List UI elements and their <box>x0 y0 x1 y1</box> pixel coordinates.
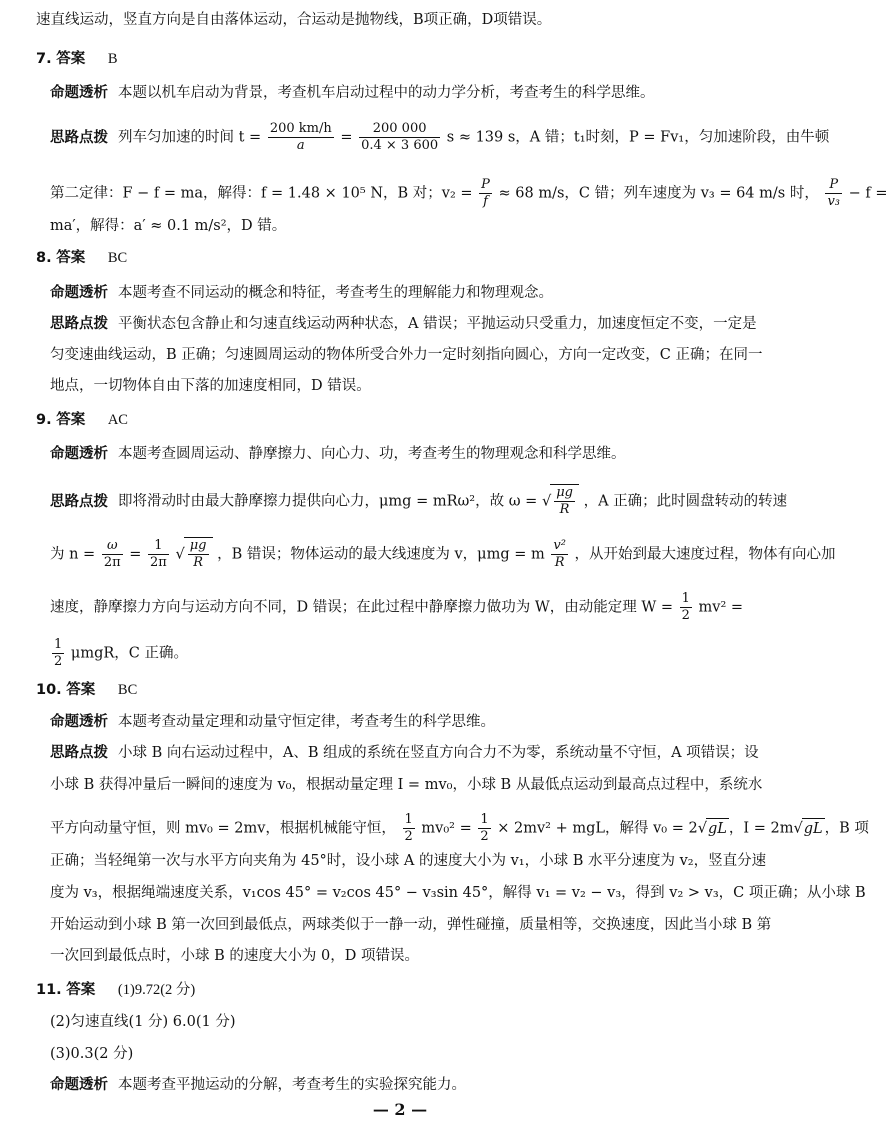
hint-text: 小球 B 向右运动过程中，A、B 组成的系统在竖直方向合力不为零，系统动量不守恒，A 项错误；设 <box>118 745 759 761</box>
analysis-text: 本题以机车启动为背景，考查机车启动过程中的动力学分析，考查考生的科学思维。 <box>118 85 655 101</box>
hint-text: ≈ 68 m/s，C 错；列车速度为 v₃ = 64 m/s 时， <box>498 185 819 202</box>
hint-text: 即将滑动时由最大静摩擦力提供向心力，μmg = mRω²，故 ω = <box>118 493 538 510</box>
analysis-label: 命题透析 <box>50 285 108 301</box>
fraction: $\frac{1}{2\pi}$ <box>150 538 167 570</box>
fraction: $\frac{P}{f}$ <box>481 177 490 209</box>
hint-text: ，B 错误；物体运动的最大线速度为 v，μmg = m <box>217 546 545 563</box>
hint-text: − f = <box>848 185 888 202</box>
q7-analysis <box>50 83 655 103</box>
fraction: $\frac{200 km/h}{a}$ <box>269 121 332 153</box>
q9-analysis <box>50 444 626 464</box>
q7-hint-line3: ma′，解得：a′ ≈ 0.1 m/s²，D 错。 <box>50 218 287 234</box>
hint-text: s ≈ 139 s，A 错；t₁时刻，P = Fv₁，匀加速阶段，由牛顿 <box>446 129 830 146</box>
q11-analysis <box>50 1075 466 1095</box>
q8-answer-line <box>36 248 127 268</box>
hint-text: 为 n = <box>50 546 96 563</box>
analysis-text: 本题考查动量定理和动量守恒定律，考查考生的科学思维。 <box>118 714 495 730</box>
q11-answer-line <box>36 980 195 1000</box>
q10-hint-line3 <box>50 812 869 845</box>
analysis-text: 本题考查圆周运动、静摩擦力、向心力、功，考查考生的物理观念和科学思维。 <box>118 446 626 462</box>
hint-text: × 2mv² + mgL，解得 v₀ = 2 <box>497 820 698 837</box>
fraction: $\frac{\text{v²}}{R}$ <box>553 538 566 570</box>
analysis-label: 命题透析 <box>50 85 108 101</box>
question-number: 11. <box>36 982 62 998</box>
q7-hint-line2 <box>50 177 888 210</box>
q10-answer-line <box>36 680 137 700</box>
analysis-label: 命题透析 <box>50 1077 108 1093</box>
sqrt-content: gL <box>706 818 729 839</box>
sqrt-sign: √ <box>697 820 707 837</box>
sqrt-content: $\frac{\mu g}{R}$ <box>184 537 213 571</box>
answer-label: 答案 <box>56 250 86 266</box>
analysis-label: 命题透析 <box>50 446 108 462</box>
q7-answer-line <box>36 49 118 69</box>
analysis-label: 命题透析 <box>50 714 108 730</box>
answer-value: B <box>107 51 118 67</box>
hint-label: 思路点拨 <box>50 316 108 332</box>
sqrt-content: gL <box>802 818 825 839</box>
analysis-text: 本题考查不同运动的概念和特征，考查考生的理解能力和物理观念。 <box>118 285 553 301</box>
fraction: $\frac{1}{2}$ <box>681 591 690 623</box>
hint-text: μmgR，C 正确。 <box>70 645 188 662</box>
fraction: $\frac{1}{2}$ <box>54 637 63 669</box>
hint-text: ，B 项 <box>824 820 869 837</box>
question-number: 7. <box>36 51 52 67</box>
sqrt-sign: √ <box>541 493 552 510</box>
answer-value: AC <box>107 412 128 428</box>
hint-text: mv₀² = <box>421 820 472 837</box>
hint-label: 思路点拨 <box>50 745 108 761</box>
q10-hint-line5: 度为 v₃，根据绳端速度关系，v₁cos 45° = v₂cos 45° − v₃sin 45°，解得 v₁ = v₂ − v₃，得到 v₂ > v₃，C 项正确；从小球 B <box>50 885 866 901</box>
hint-text: 列车匀加速的时间 t = <box>118 129 262 146</box>
q10-hint-line6: 开始运动到小球 B 第一次回到最低点，两球类似于一静一动，弹性碰撞，质量相等，交换速度，因此当小球 B 第 <box>50 917 772 933</box>
analysis-text: 本题考查平抛运动的分解，考查考生的实验探究能力。 <box>118 1077 466 1093</box>
fraction: $\frac{200 000}{0.4 \times 3 600}$ <box>361 121 439 153</box>
q10-analysis <box>50 712 495 732</box>
hint-text: 第二定律：F − f = ma，解得：f = 1.48 × 10⁵ N，B 对；v₂ = <box>50 185 473 202</box>
q8-hint-line2: 匀变速曲线运动，B 正确；匀速圆周运动的物体所受合外力一定时刻指向圆心，方向一定改变，C 正确；在同一 <box>50 347 763 363</box>
sqrt-sign: √ <box>793 820 803 837</box>
hint-label: 思路点拨 <box>50 493 108 510</box>
page-number: — 2 — <box>372 1100 428 1119</box>
answer-value: (1)9.72(2 分) <box>117 982 196 998</box>
q9-hint-line4 <box>50 637 188 670</box>
fraction: $\frac{\omega}{2\pi}$ <box>103 538 121 570</box>
q10-hint-line1 <box>50 743 759 763</box>
answer-value: BC <box>117 682 138 698</box>
q9-hint-line3 <box>50 591 743 624</box>
answer-label: 答案 <box>56 51 86 67</box>
q9-hint-line1 <box>50 484 787 518</box>
q10-hint-line2: 小球 B 获得冲量后一瞬间的速度为 v₀，根据动量定理 I = mv₀，小球 B 从最低点运动到最高点过程中，系统水 <box>50 777 763 793</box>
hint-text: ，I = 2m <box>728 820 794 837</box>
q9-hint-line2: 为 n = $\frac{\omega}{2\pi}$ = $\frac{1}{2\pi}$ √ $\frac{\mu g}{R}$ ，B 错误；物体运动的最大线速度为 v，μmg = m $\frac{\text{v²}}{R}$ ，从开始到最大速度过程，物体有向心加 <box>50 538 836 570</box>
hint-text: mv² = <box>698 599 744 616</box>
q11-answer-line3: (3)0.3(2 分) <box>50 1046 134 1062</box>
q9-answer-line <box>36 410 128 430</box>
hint-text: 速度，静摩擦力方向与运动方向不同，D 错误；在此过程中静摩擦力做功为 W，由动能定理 W = <box>50 599 674 616</box>
sqrt-content: $\frac{\mu g}{R}$ <box>550 484 579 518</box>
question-number: 9. <box>36 412 52 428</box>
text-line: 速直线运动，竖直方向是自由落体运动，合运动是抛物线，B项正确，D项错误。 <box>36 12 552 28</box>
q8-hint-line3: 地点，一切物体自由下落的加速度相同，D 错误。 <box>50 378 371 394</box>
answer-label: 答案 <box>66 982 96 998</box>
hint-text: 平方向动量守恒，则 mv₀ = 2mv，根据机械能守恒， <box>50 820 396 837</box>
answer-value: BC <box>107 250 128 266</box>
fraction: $\frac{1}{2}$ <box>480 812 489 844</box>
hint-text: 平衡状态包含静止和匀速直线运动两种状态，A 错误；平抛运动只受重力，加速度恒定不变，一定是 <box>118 316 757 332</box>
answer-label: 答案 <box>56 412 86 428</box>
q8-analysis <box>50 283 553 303</box>
hint-text: ，A 正确；此时圆盘转动的转速 <box>583 493 788 510</box>
sqrt-sign: √ <box>175 546 185 563</box>
q10-hint-line7: 一次回到最低点时，小球 B 的速度大小为 0，D 项错误。 <box>50 948 419 964</box>
fraction: $\frac{1}{2}$ <box>404 812 413 844</box>
q8-hint-line1 <box>50 314 757 334</box>
q7-hint-line1 <box>50 121 829 154</box>
question-number: 10. <box>36 682 62 698</box>
equals-sign: = <box>340 129 353 146</box>
hint-text: ，从开始到最大速度过程，物体有向心加 <box>574 546 836 563</box>
q10-hint-line4: 正确；当轻绳第一次与水平方向夹角为 45°时，设小球 A 的速度大小为 v₁，小球 B 水平分速度为 v₂，竖直分速 <box>50 853 767 869</box>
q11-answer-line2: (2)匀速直线(1 分) 6.0(1 分) <box>50 1014 236 1030</box>
question-number: 8. <box>36 250 52 266</box>
fraction: $\frac{P}{\text{v₃}}$ <box>827 177 840 209</box>
answer-label: 答案 <box>66 682 96 698</box>
hint-label: 思路点拨 <box>50 129 108 146</box>
